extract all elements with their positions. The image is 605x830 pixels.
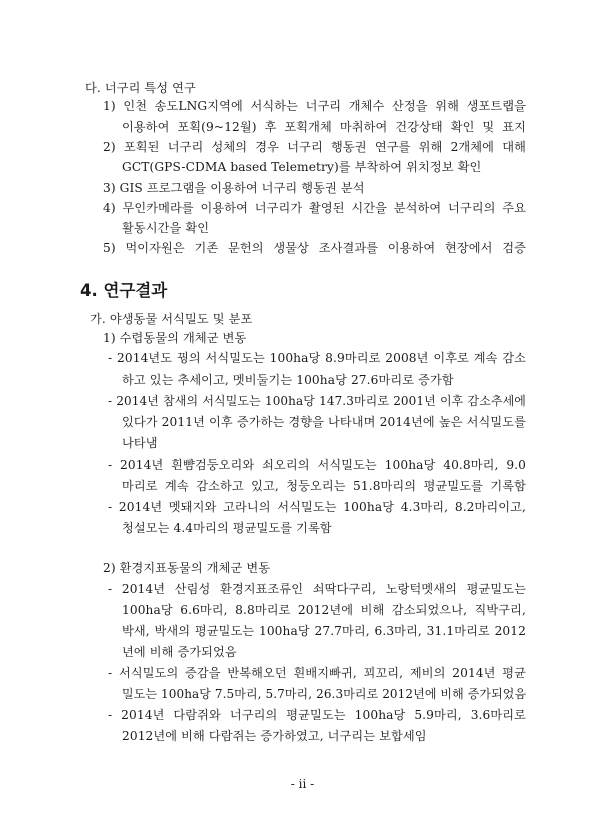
bullet-item: - 2014년 참새의 서식밀도는 100ha당 147.3마리로 2001년 이후 감소추세에 [108, 394, 526, 408]
bullet-continuation: 하고 있는 추세이고, 멧비둘기는 100ha당 27.6마리로 증가함 [122, 373, 454, 387]
bullet-continuation: 박새, 박새의 평균밀도는 100ha당 27.7마리, 6.3마리, 31.1마리로 2012 [122, 624, 526, 638]
bullet-item: - 서식밀도의 증감을 반복해오던 흰배지빠귀, 꾀꼬리, 제비의 2014년 평균 [108, 666, 526, 680]
bullet-item: - 2014년도 꿩의 서식밀도는 100ha당 8.9마리로 2008년 이후로 계속 감소 [108, 351, 526, 365]
bullet-continuation: 나타냄 [122, 436, 158, 450]
list-item-continuation: GCT(GPS-CDMA based Telemetry)를 부착하여 위치정보 확인 [122, 160, 482, 174]
page-number: - ii - [290, 777, 315, 791]
bullet-item: - 2014년 흰뺨검둥오리와 쇠오리의 서식밀도는 100ha당 40.8마리, 9.0 [108, 458, 526, 472]
bullet-continuation: 밀도는 100ha당 7.5마리, 5.7마리, 26.3마리로 2012년에 비해 증가되었음 [122, 687, 527, 701]
bullet-continuation: 100ha당 6.6마리, 8.8마리로 2012년에 비해 감소되었으나, 직박구리, [122, 603, 526, 617]
bullet-item: - 2014년 산림성 환경지표조류인 쇠딱다구리, 노랑턱멧새의 평균밀도는 [108, 582, 526, 596]
list-item-continuation: 활동시간을 확인 [122, 221, 210, 235]
section-c-title: 다. 너구리 특성 연구 [85, 81, 196, 95]
bullet-continuation: 2012년에 비해 다람쥐는 증가하였고, 너구리는 보합세임 [122, 729, 427, 743]
list-item: 3) GIS 프로그램을 이용하여 너구리 행동권 분석 [103, 181, 365, 195]
list-item: 5) 먹이자원은 기존 문헌의 생물상 조사결과를 이용하여 현장에서 검증 [103, 241, 526, 255]
bullet-continuation: 년에 비해 증가되었음 [122, 645, 237, 659]
part1-title: 1) 수렵동물의 개체군 변동 [103, 331, 247, 345]
bullet-item: - 2014년 멧돼지와 고라니의 서식밀도는 100ha당 4.3마리, 8.2마리이고, [108, 500, 526, 514]
results-heading: 4. 연구결과 [80, 281, 168, 300]
part2-title: 2) 환경지표동물의 개체군 변동 [103, 561, 271, 575]
bullet-continuation: 마리로 계속 감소하고 있고, 청둥오리는 51.8마리의 평균밀도를 기록함 [122, 479, 526, 493]
list-item-continuation: 이용하여 포획(9~12월) 후 포획개체 마취하여 건강상태 확인 및 표지 [122, 120, 526, 134]
subsection-title: 가. 야생동물 서식밀도 및 분포 [90, 312, 253, 326]
list-item: 1) 인천 송도LNG지역에 서식하는 너구리 개체수 산정을 위해 생포트랩을 [103, 99, 526, 113]
bullet-item: - 2014년 다람쥐와 너구리의 평균밀도는 100ha당 5.9마리, 3.6마리로 [108, 708, 526, 722]
bullet-continuation: 있다가 2011년 이후 증가하는 경향을 나타내며 2014년에 높은 서식밀도를 [122, 415, 526, 429]
bullet-continuation: 청설모는 4.4마리의 평균밀도를 기록함 [122, 521, 332, 535]
list-item: 4) 무인카메라를 이용하여 너구리가 촬영된 시간을 분석하여 너구리의 주요 [103, 201, 526, 215]
list-item: 2) 포획된 너구리 성체의 경우 너구리 행동권 연구를 위해 2개체에 대해 [103, 140, 526, 154]
